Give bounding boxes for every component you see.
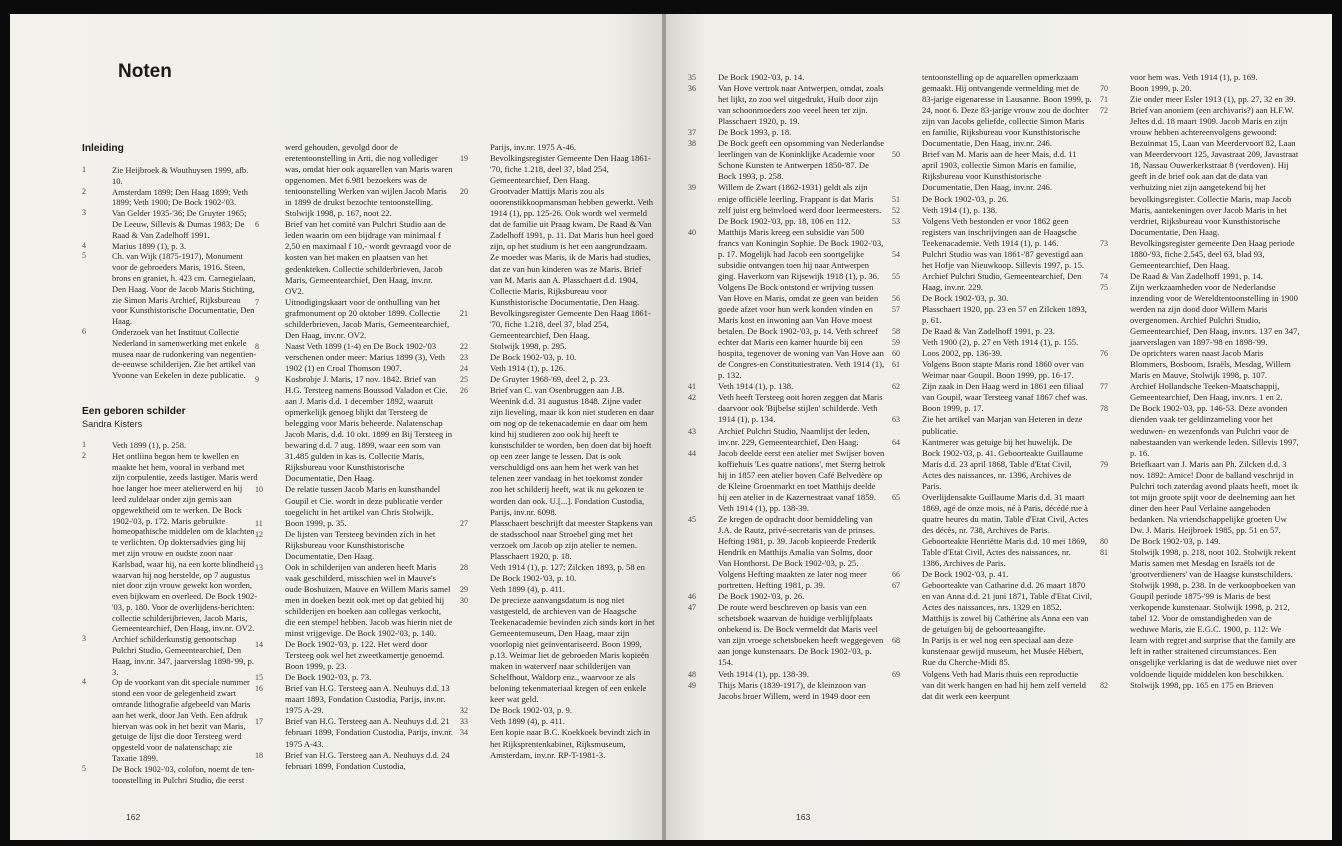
footnote-number: 18	[255, 750, 263, 760]
footnote-text: De route werd beschreven op basis van een schetsboek waarvan de huidige verblijfplaats onbekend is. De Bock vermeldt dat Maris veel van zijn vroege schetsboeken heeft weggegeven aan jonge kunstenaars. De Bock 1902-'03, p. 154.	[718, 602, 884, 668]
footnote-number: 51	[892, 194, 900, 204]
footnote-text: De oprichters waren naast Jacob Maris Blommers, Bosboom, Israëls, Mesdag, Willem Maris en Mauve, Stolwijk 1998, p. 107.	[1130, 348, 1291, 381]
footnote-text: De Bock 1993, p. 18.	[718, 127, 792, 138]
footnote	[460, 518, 655, 562]
footnote-number: 64	[892, 437, 900, 447]
footnote-text: Archief Pulchri Studio, Naamlijst der leden, inv.nr. 229, Gemeentearchief, Den Haag.	[718, 425, 870, 447]
footnote	[82, 165, 258, 187]
footnote	[1100, 547, 1300, 680]
footnote-text: Uitnodigingskaart voor de onthulling van het grafmonument op 20 oktober 1899. Collectie schilderbrieven, Jacob Maris, Gemeentearchief, Den Haag, inv.nr. OV2.	[285, 296, 450, 340]
footnote	[460, 705, 655, 716]
footnote	[688, 182, 886, 226]
footnote	[82, 327, 258, 381]
footnote-number: 72	[1100, 106, 1108, 116]
footnote-number: 14	[255, 640, 263, 650]
footnote-text: Veth 1899 (1), p. 258.	[112, 439, 187, 450]
footnote	[688, 514, 886, 591]
footnote-number: 73	[1100, 238, 1108, 248]
footnote	[892, 580, 1092, 635]
footnote-text: Archief Pulchri Studio, Gemeentearchief, Den Haag, inv.nr. 229.	[922, 270, 1082, 292]
footnote	[1100, 72, 1300, 83]
footnote-text: Veth 1899 (4), p. 411.	[490, 583, 565, 594]
footnote-text: Stolwijk 1998, pp. 165 en 175 en Brieven	[1130, 679, 1274, 690]
footnote-number: 19	[460, 154, 468, 164]
footnote-text: Veth 1899 (4), p. 411.	[490, 716, 565, 727]
footnote	[1100, 94, 1300, 105]
footnote	[460, 716, 655, 727]
footnote-text: Brief van C. van Osenbruggen aan J.B. Weenink d.d. 31 augustus 1848. Zijne vader zijn lieveling, maar ik kon niet studeren en daar om nog op de tekenacademie en daar om hem kind hij studieren zoo ook hij heeft te kunstschilder te worden, ben doen dat bij hoeft op een zeer lange te lessen. Dat is ook verschuldigd ons aan hem het werk van het telenen zeer vandaag in het toekomst zonder zoo het schilderij heeft, wat ik nu gekozen te worden dan ook. U.[...]. Fondation Custodia, Parijs, inv.nr. 6098.	[490, 385, 654, 517]
footnote-text: De Bock 1902-'03, colofon, noemt de ten-toonstelling in Pulchri Studio, die eerst	[112, 763, 255, 785]
footnote-number: 54	[892, 249, 900, 259]
footnote-text: Plasschaert 1920, pp. 23 en 57 en Zilcken 1893, p. 61.	[922, 303, 1087, 326]
footnote	[688, 591, 886, 602]
footnote	[255, 750, 453, 772]
footnote-text: Zie het artikel van Marjan van Heteren in deze publicatie.	[922, 414, 1083, 436]
right-column-3	[1100, 72, 1300, 691]
footnote	[1100, 403, 1300, 458]
footnote-number: 23	[460, 352, 468, 362]
footnote	[82, 634, 258, 677]
footnote-text: Zie onder meer Esler 1913 (1), pp. 27, 32 en 39.	[1130, 94, 1296, 105]
footnote-text: Veth 1914 (1), p. 127; Zilcken 1893, p. 58 en De Bock 1902-'03, p. 10.	[490, 561, 645, 583]
footnote	[255, 672, 453, 683]
footnote-text: Ze kregen de opdracht door bemiddeling van J.A. de Rautz, privé-secretaris van de prinses. Hefting 1981, p. 39. Jacob kopieerde Frederik Hendrik en Matthijs Amalia van Solms, door Van Honthorst. De Bock 1902-'03, p. 25. Volgens Hefting maakten ze later nog meer portretten. Hefting 1981, p. 39.	[718, 513, 877, 591]
left-column-2	[255, 142, 453, 772]
footnote-number: 62	[892, 382, 900, 392]
footnote-number: 80	[1100, 536, 1108, 546]
footnote-number: 71	[1100, 95, 1108, 105]
footnote-number: 61	[892, 360, 900, 370]
footnote-text: De Bock 1902-'03, p. 122. Het werd door Tersteeg ook wel het zweetkamertje genoemd. Boon 1999, p. 23.	[285, 639, 445, 672]
footnote-text: De Bock 1902-'03, p. 26.	[718, 591, 805, 602]
footnote-text: Stolwijk 1998, p. 295.	[490, 340, 567, 351]
footnote-text: Brief van H.G. Tersteeg aan A. Neuhuys d.d. 13 maart 1893, Fondation Custodia, Parijs, inv.nr. 1975 A-29.	[285, 683, 450, 716]
footnote-number: 16	[255, 684, 263, 694]
footnote-text: Bevolkingsregister Gemeente Den Haag 1861-'70, fiche 1.218, deel 37, blad 254, Gemeentearchief, Den Haag.	[490, 153, 651, 186]
footnote-text: De Bock 1902-'03, p. 30.	[922, 292, 1009, 303]
footnote	[892, 194, 1092, 205]
footnote	[82, 208, 258, 240]
footnote-number: 36	[688, 84, 696, 94]
footnote-number: 3	[82, 634, 86, 644]
footnote	[892, 149, 1092, 193]
footnote	[460, 153, 655, 186]
footnote	[255, 341, 453, 374]
footnote	[892, 72, 1092, 149]
footnote-number: 52	[892, 205, 900, 215]
footnote-number: 46	[688, 592, 696, 602]
footnote-text: Volgens Boon stapte Maris rond 1860 over van Weimar naar Goupil. Boon 1999, pp. 16-17.	[922, 359, 1084, 381]
footnote-number: 74	[1100, 271, 1108, 281]
footnote	[892, 205, 1092, 216]
footnote	[688, 381, 886, 392]
footnote	[255, 142, 453, 219]
footnote-text: De Bock 1902-'03, p. 26.	[922, 193, 1009, 204]
footnote	[255, 683, 453, 716]
footnote-text: Willem de Zwart (1862-1931) geldt als zijn enige officiële leerling. Frappant is dat Maris zelf juist erg beïnvloed werd door leermeesters. De Bock 1902-'03, pp. 18, 106 en 112.	[718, 182, 882, 226]
footnote-number: 28	[460, 562, 468, 572]
footnote	[892, 635, 1092, 668]
footnote-number: 60	[892, 349, 900, 359]
section-heading: Inleiding	[82, 143, 124, 154]
footnote	[688, 127, 886, 138]
footnote-text: Veth 1914 (1), pp. 138-39.	[718, 668, 809, 679]
footnote	[688, 227, 886, 382]
footnote-text: De Raad & Van Zadelhoff 1991, p. 23.	[922, 326, 1055, 337]
footnote-number: 2	[82, 450, 86, 460]
footnote-text: Brief van anoniem (een archivaris?) aan H.F.W. Jeltes d.d. 18 maart 1909. Jacob Maris en zijn vrouw hebben achtereenvolgens gewoond: Bezuinmat 15, Laan van Meerdervoort 82, Laan van Meerdervoort 125, Javastraat 209, Javastraat 18, Nassau Ouwerkerkstraat 8 (verdoven). Hij geeft in de brief ook aan dat de data van verhuizing niet zijn aangetekend bij het bevolkingsregister. Collectie Maris, map Jacob Maris, aantekeningen over Jacob Maris in het verdriet, Rijksbureau voor Kunsthistorische Documentatie, Den Haag.	[1130, 105, 1299, 237]
footnote-number: 66	[892, 570, 900, 580]
footnote	[460, 727, 655, 760]
footnote-number: 63	[892, 415, 900, 425]
footnote-number: 3	[82, 208, 86, 218]
footnote	[892, 348, 1092, 359]
footnote-number: 8	[255, 341, 259, 351]
footnote-text: In Parijs is er wel nog een speciaal aan deze kunstenaar gewijd museum, het Musée Hébert, Rue du Cherche-Midi 85.	[922, 635, 1084, 668]
footnote	[255, 716, 453, 749]
footnote-number: 4	[82, 677, 86, 687]
footnote	[255, 562, 453, 639]
footnote	[1100, 271, 1300, 282]
footnote-text: Jacob deelde eerst een atelier met Swijser boven koffiehuis 'Les quatre nations', met Sterrg betrok hij in 1857 een atelier boven Café Belvedère op de Kleine Groenmarkt en toet Matthijs deelde hij een atelier in de Kazernestraat vanaf 1859. Veth 1914 (1), pp. 138-39.	[718, 447, 886, 513]
footnote	[460, 595, 655, 705]
footnote-text: voor hem was. Veth 1914 (1), p. 169.	[1130, 72, 1258, 82]
footnote	[892, 271, 1092, 293]
footnote-number: 41	[688, 382, 696, 392]
footnote-number: 5	[82, 251, 86, 261]
footnote-text: Thijs Maris (1839-1917), de kleinzoon van Jacobs broer Willem, werd in 1949 door een	[718, 679, 871, 701]
footnote-number: 43	[688, 426, 696, 436]
footnote	[460, 308, 655, 341]
footnote	[82, 440, 258, 451]
footnote	[460, 363, 655, 374]
footnote-text: Archief Hollandsche Teeken-Maatschappij, Gemeentearchief, Den Haag, inv.nrs. 1 en 2.	[1130, 381, 1283, 403]
footnote	[82, 764, 258, 786]
footnote-number: 33	[460, 717, 468, 727]
footnote-number: 40	[688, 227, 696, 237]
footnote	[688, 72, 886, 83]
footnote-number: 1	[82, 165, 86, 174]
footnote-text: Briefkaart van J. Maris aan Ph. Zilcken d.d. 3 nov. 1892: Amice! Door de balland veschrijd in Pulchri toch zaterdag avond plaats heeft, moet ik tot mijn groote spijt voor de deelneming aan het diner den heer Paul Verlaine aangeboden bedanken. Na vriendschappelijke groeten Uw Dw. J. Maris. Heijbroek 1985, pp. 51 en 57.	[1130, 458, 1298, 535]
footnote	[460, 584, 655, 595]
footnote	[82, 677, 258, 763]
footnote	[892, 249, 1092, 271]
footnote	[688, 602, 886, 668]
footnote-number: 6	[255, 220, 259, 230]
footnote	[460, 186, 655, 308]
footnote	[255, 219, 453, 296]
footnote	[82, 451, 258, 635]
footnote-number: 49	[688, 680, 696, 690]
footnote	[892, 216, 1092, 249]
footnote	[255, 518, 453, 529]
footnote-number: 76	[1100, 349, 1108, 359]
footnote-text: Overlijdensakte Guillaume Maris d.d. 31 maart 1869, agé de onze mois, né à Paris, décédé rue à quatre heures du matin. Table d'Etat Civil, Actes des décès, nr. 738, Archives de Paris. Geboorteakte Henriëtte Maris d.d. 10 mei 1869, Table d'Etat Civil, Actes des naissances, nr. 1386, Archives de Paris.	[922, 491, 1089, 569]
footnote-number: 50	[892, 150, 900, 160]
footnote-number: 45	[688, 514, 696, 524]
footnote-text: Zijn werkzaamheden voor de Nederlandse inzending voor de Wereldtentoonstelling in 1900 werden na zijn dood door Willem Maris overgenomen. Archief Pulchri Studio, Gemeentearchief, Den Haag, inv.nrs. 137 en 347, jaarverslagen van 1897-'98 en 1898-'99.	[1130, 281, 1300, 348]
footnote	[1100, 105, 1300, 238]
footnote-text: Het ontliina begon hem te kwellen en maakte het hem, vooral in verband met zijn corpulentie, zeeds lastiger. Maris werd hoe langer hoe meer atelierwerd en hij leed zuldelaar onder zijn gemis aan opgewektheid om te werken. De Bock 1902-'03, p. 172. Maris gebruikte homeopathische middelen om de klachten te verlichten. Op doktersadvies ging hij met zijn vrouw en oudste zoon naar Karlsbad, waar hij, na een korte blindheid waarvan hij nog herstelde, op 7 augustus niet door zijn vrouw gewekt kon worden, even bijkwam en overleed. De Bock 1902-'03, p. 180. Voor de overlijdens-berichten: collectie schilderijbrieven, Jacob Maris, Gemeentearchief, Den Haag, inv.nr. OV2.	[112, 450, 258, 634]
left-page	[10, 14, 664, 840]
footnote-text: De Gruyter 1968-'69, deel 2, p. 23.	[490, 373, 610, 384]
footnote	[688, 83, 886, 127]
footnote-number: 56	[892, 293, 900, 303]
footnote	[1100, 680, 1300, 691]
footnote-text: Boon 1999, p. 20.	[1130, 83, 1192, 94]
footnote-text: Loos 2002, pp. 136-39.	[922, 348, 1003, 359]
footnote-number: 2	[82, 186, 86, 196]
footnote-text: Stolwijk 1998, p. 218, noot 102. Stolwijk rekent Maris samen met Mesdag en Israëls tot de 'grootverdieners' van de Haagse kunstschilders. Stolwijk 1998, p. 238. In de verkoopboeken van Goupil periode 1875-'99 is Maris de best verkopende kunstenaar. Stolwijk 1998, p. 212, tabel 12. Voor de omstandigheden van de weduwe Maris, zie E.G.C. 1900, p. 112: We learn with regret and surprise that the family are left in rather straitened circumstances. Een onsgelijke verklaring is dat de weduwe niet over voldoende liquide middelen kon beschikken.	[1130, 547, 1297, 679]
footnote-text: Brief van het comité van Pulchri Studio aan de leden waarin om een bijdrage van minimaal f 2,50 en maximaal f 10,- wordt gevraagd voor de kosten van het maken en plaatsen van het gedenkteken. Collectie schilderbrieven, Jacob Maris, Gemeentearchief, Den Haag, inv.nr. OV2.	[285, 219, 452, 296]
footnote-text: De Bock 1902-'03, p. 14.	[718, 72, 805, 82]
footnote	[460, 352, 655, 363]
footnote-number: 42	[688, 393, 696, 403]
footnote	[892, 381, 1092, 414]
footnote-number: 1	[82, 439, 86, 449]
footnote-number: 11	[255, 518, 263, 528]
footnote	[255, 297, 453, 341]
footnote-text: Zijn zaak in Den Haag werd in 1861 een filiaal van Goupil, waar Tersteeg vanaf 1867 chef was. Boon 1999, p. 17.	[922, 381, 1088, 414]
footnote	[255, 639, 453, 672]
footnote	[1100, 83, 1300, 94]
right-column-1	[688, 72, 886, 702]
page-title: Noten	[118, 61, 172, 82]
footnote-text: Grootvader Mattijs Maris zou als ooorenstikkoopmansman hebben gewerkt. Veth 1914 (1), pp. 125-26. Ook wordt wel vermeld dat de familie uit Praag kwam. De Raad & Van Zadelhoff 1991, p. 11. Dat Maris hun heel goed zijn, op het studium is het een aangrundzaam. Ze moeder was Maris, ik de Maris had studies, dat ze van hun kinderen was ze Maris. Brief van M. Maris aan A. Plasschaert d.d. 1904, Collectie Maris, Rijksbureau voor Kunsthistorische Documentatie, Den Haag.	[490, 186, 654, 307]
footnote-text: Parijs, inv.nr. 1975 A-46.	[490, 142, 577, 152]
footnote	[460, 385, 655, 518]
left-column-3	[460, 142, 655, 761]
footnote	[892, 669, 1092, 702]
footnote-text: tentoonstelling op de aquarellen opmerkzaam gemaakt. Hij ontvangende vermelding met de 83-jarige eigenaresse in Lausanne. Boon 1999, p. 24, noot 6. Deze 83-jarige vrouw zou de dochter zijn van Jacobs geliefde, collectie Simon Maris en familie, Rijksbureau voor Kunsthistorische Documentatie, Den Haag, inv.nr. 246.	[922, 72, 1092, 149]
footnote-number: 4	[82, 240, 86, 250]
footnote-number: 24	[460, 363, 468, 373]
footnote-number: 75	[1100, 282, 1108, 292]
footnote-number: 58	[892, 327, 900, 337]
footnote-number: 55	[892, 271, 900, 281]
footnote	[892, 337, 1092, 348]
footnote	[82, 251, 258, 327]
footnote	[82, 187, 258, 209]
footnote	[1100, 459, 1300, 536]
footnote-text: Matthijs Maris kreeg een subsidie van 500 francs van Koningin Sophie. De Bock 1902-'03, p. 17. Mogelijk had Jacob een soortgelijke subsidie ontvangen toen hij naar Antwerpen ging. Haverkorn van Rijsewijk 1918 (1), p. 36. Volgens De Bock ontstond er wrijving tussen Van Hove en Maris, omdat ze geen van beiden goede afzet voor hun werk konden vinden en Maris kost en inwoning aan Van Hove moest betalen. De Bock 1902-'03, p. 14. Veth schreef echter dat Maris een kamer huurde bij een hospita, tegenover de woning van Van Hove aan de Congres-en Constitutiestraten. Veth 1914 (1), p. 132.	[718, 226, 885, 381]
footnote-text: Brief van M. Maris aan de heer Mais, d.d. 11 april 1903, collectie Simon Maris en familie, Rijksbureau voor Kunsthistorische Documentatie, Den Haag, inv.nr. 246.	[922, 149, 1077, 193]
book-spread	[10, 14, 1332, 840]
footnote-text: Volgens Veth bestonden er voor 1862 geen registers van inschrijvingen aan de Haagsche Teekenacademie. Veth 1914 (1), p. 146.	[922, 215, 1077, 248]
footnote-text: Ook in schilderijen van anderen heeft Maris vaak geschilderd, misschien wel in Mauve's oude Boshuizen, Mauve en Willem Maris samel men in doeken bezit ook met op dat gebied hij schilderijen en boeken aan collegas verkocht, die een stempel hebben. Jacob was hierin niet de minst vrijgevige. De Bock 1902-'03, p. 140.	[285, 561, 453, 639]
footnote-number: 30	[460, 595, 468, 605]
footnote	[892, 326, 1092, 337]
footnote-number: 9	[255, 374, 259, 384]
footnote-number: 20	[460, 187, 468, 197]
footnote-text: De lijsten van Tersteeg bevinden zich in het Rijksbureau voor Kunsthistorische Documentatie, Den Haag.	[285, 528, 436, 561]
footnote-number: 35	[688, 73, 696, 82]
section-author: Sandra Kisters	[82, 418, 143, 429]
footnote	[1100, 536, 1300, 547]
footnote-number: 68	[892, 636, 900, 646]
footnote-number: 25	[460, 374, 468, 384]
footnote-text: Veth heeft Tersteeg ooit horen zeggen dat Maris daarvoor ook 'Bijbelse stijlen' schilderde. Veth 1914 (1), p. 134.	[718, 392, 883, 425]
footnote-number: 21	[460, 308, 468, 318]
footnote-text: Onderzoek van het Instituut Collectie Nederland in samenwerking met enkele musea naar de rudonkering van negentien-de-eeuwse schilderijen. Zie het artikel van Yvonne van Eekelen in deze publicatie.	[112, 326, 257, 381]
footnote-text: De precieze aanvangsdatum is nog niet vastgesteld, de archieven van de Haagsche Teekenacademie bevinden zich sinds kort in het Gemeentemuseum, Den Haag, maar zijn voorlopig niet geïnventariseerd. Boon 1999, p.13. Weimar liet de gebroeden Maris kopieën maken in waterverf naar schilderijen van Schelfhout, Waldorp enz., waarvoor ze als beloning tekenmateriaal kregen of een enkele keer wat geld.	[490, 594, 655, 705]
footnote	[255, 374, 453, 484]
footnote-text: Bevolkingsregister gemeente Den Haag periode 1880-'93, fiche 2.545, deel 63, blad 93, Gemeentearchief, Den Haag.	[1130, 237, 1295, 270]
footnote-number: 81	[1100, 548, 1108, 558]
footnote-number: 77	[1100, 382, 1108, 392]
footnote-text: Op de voorkant van dit speciale nummer stond een voor de gelegenheid zwart omrande lithografie afgebeeld van Maris aan het werk, door Jan Veth. Een afdruk hiervan was ook in het bezit van Maris, getuige de lijst die door Tersteeg werd opgesteld voor de nalatenschap; zie Taxatie 1899.	[112, 677, 251, 764]
footnote	[1100, 282, 1300, 348]
right-page	[666, 14, 1332, 840]
footnote-number: 17	[255, 717, 263, 727]
footnote	[1100, 238, 1300, 271]
footnote	[460, 142, 655, 153]
footnote-text: Brief van H.G. Tersteeg aan A. Neuhuys d.d. 21 februari 1899, Fondation Custodia, Parijs, inv.nr. 1975 A-43.	[285, 716, 453, 749]
footnote	[688, 669, 886, 680]
footnote-text: Kosbrobje J. Maris, 17 nov. 1842. Brief van H.G. Tersteeg namens Boussod Valadon et Cie. aan J. Maris d.d. 1 december 1892, waaruit opmerkelijk genoeg blijkt dat Tersteeg de belegging voor Maris beheerde. Nalatenschap Jacob Maris, d.d. 10 okt. 1899 en Bij Tersteeg in bewaring d.d. 7 aug. 1899, waar een som van 31.485 gulden in kas is. Collectie Maris, Rijksbureau voor Kunsthistorische Documentatie, Den Haag.	[285, 373, 453, 484]
footnote-number: 5	[82, 763, 86, 773]
footnote-number: 34	[460, 728, 468, 738]
footnote	[892, 569, 1092, 580]
footnote-number: 38	[688, 139, 696, 149]
footnote	[82, 241, 258, 252]
footnote-number: 44	[688, 448, 696, 458]
footnote-number: 69	[892, 669, 900, 679]
footnote	[892, 304, 1092, 326]
footnote-number: 37	[688, 128, 696, 138]
footnote-text: Brief van H.G. Tersteeg aan A. Neuhuys d.d. 24 februari 1899, Fondation Custodia,	[285, 749, 450, 771]
footnote-text: De Bock 1902-'03, pp. 146-53. Deze avonden dienden vaak ter geldinzameling voor het weduwen- en wezenfonds van Pulchri voor de nabestaanden van werkende leden. Sillevis 1997, p. 16.	[1130, 403, 1299, 458]
footnote-number: 57	[892, 304, 900, 314]
footnote-text: De Raad & Van Zadelhoff 1991, p. 14.	[1130, 270, 1263, 281]
footnote-text: De Bock 1902-'03, p. 73.	[285, 672, 372, 683]
footnote	[1100, 381, 1300, 403]
footnote-text: Van Gelder 1935-'36; De Gruyter 1965; De Leeuw, Sillevis & Dumas 1983; De Raad & Van Zadelhoff 1991.	[112, 208, 247, 240]
footnote-number: 53	[892, 216, 900, 226]
footnote-number: 26	[460, 386, 468, 396]
footnote	[892, 359, 1092, 381]
footnote	[688, 138, 886, 182]
footnote	[892, 414, 1092, 436]
footnote-number: 65	[892, 492, 900, 502]
footnote-number: 7	[255, 297, 259, 307]
footnote-number: 6	[82, 326, 86, 336]
footnote-text: Pulchri Studio was van 1861-'87 gevestigd aan het Hofje van Nieuwkoop. Sillevis 1997, p. 15.	[922, 248, 1085, 270]
footnote-text: werd gehouden, gevolgd door de eretentoonstelling in Arti, die nog vollediger was, omdat hier ook aquarellen van Maris waren opgenomen. Met 6.981 bezoekers was de tentoonstelling Werken van wijlen Jacob Maris in 1899 de drukst bezochte tentoonstelling. Stolwijk 1998, p. 167, noot 22.	[285, 142, 453, 219]
footnote-text: Naast Veth 1899 (1-4) en De Bock 1902-'03 verschenen onder meer: Marius 1899 (3), Veth 1902 (1) en Croal Thomson 1907.	[285, 340, 445, 373]
right-column-2	[892, 72, 1092, 702]
page-number-left: 162	[126, 812, 141, 822]
footnote-text: Veth 1900 (2), p. 27 en Veth 1914 (1), p. 155.	[922, 337, 1079, 348]
footnote-text: Veth 1914 (1), p. 126.	[490, 362, 566, 373]
footnote-number: 22	[460, 341, 468, 351]
section-heading: Een geboren schilder	[82, 405, 186, 417]
footnote-number: 27	[460, 518, 468, 528]
footnote-text: Volgens Veth had Maris thuis een reproductie van dit werk hangen en had hij hem zelf verteld dat dit werk een keerpunt	[922, 668, 1086, 701]
footnote-text: De Bock 1902-'03, p. 149.	[1130, 535, 1221, 546]
footnote-number: 82	[1100, 680, 1108, 690]
footnote-text: De relatie tussen Jacob Maris en kunsthandel Goupil et Cie. wordt in deze publicatie verder toegelicht in het artikel van Chris Stolwijk.	[285, 484, 443, 517]
footnote-text: Een kopie naar B.C. Koekkoek bevindt zich in het Rijksprentenkabinet, Rijksmuseum, Amsterdam, inv.nr. RP-T-1981-3.	[490, 727, 651, 760]
footnote-number: 12	[255, 529, 263, 539]
footnote-text: Plasschaert beschrijft dat meester Stapkens van de stadsschool naar Stroebel ging met het verzoek om Jacob op zijn atelier te nemen. Plasschaert 1920, p. 18.	[490, 517, 653, 561]
footnote-text: Amsterdam 1899; Den Haag 1899; Veth 1899; Veth 1900; De Bock 1902-'03.	[112, 186, 249, 208]
footnote-number: 39	[688, 183, 696, 193]
footnote	[1100, 348, 1300, 381]
footnote-text: Veth 1914 (1), p. 138.	[922, 204, 998, 215]
footnote	[892, 492, 1092, 569]
footnote-text: Marius 1899 (1), p. 3.	[112, 240, 187, 251]
footnote-number: 47	[688, 603, 696, 613]
footnote-number: 79	[1100, 459, 1108, 469]
footnote	[688, 680, 886, 702]
footnote-number: 48	[688, 669, 696, 679]
footnote-text: Geboorteakte van Catharine d.d. 26 maart 1870 en van Anna d.d. 21 juni 1871, Table d'Etat Civil, Actes des naissances, nrs. 1329 en 1852. Matthijs is zowel bij Cathérine als Anna een van de getuigen bij de geboorteaangifte.	[922, 580, 1093, 635]
footnote-number: 29	[460, 584, 468, 594]
footnote	[892, 293, 1092, 304]
footnote-text: De Bock 1902-'03, p. 41.	[922, 569, 1009, 580]
footnote-number: 70	[1100, 84, 1108, 94]
footnote-text: Veth 1914 (1), p. 138.	[718, 381, 794, 392]
footnote	[688, 392, 886, 425]
footnote-text: De Bock geeft een opsomming van Nederlandse leerlingen van de Koninklijke Academie voor Schone Kunsten te Antwerpen 1850-'87. De Bock 1993, p. 258.	[718, 138, 885, 182]
footnote	[892, 437, 1092, 492]
footnote	[460, 562, 655, 584]
footnote-text: Zie Heijbroek & Wouthuysen 1999, afb. 10.	[112, 165, 249, 186]
footnote-number: 59	[892, 338, 900, 348]
footnote-number: 78	[1100, 404, 1108, 414]
left-column-1	[82, 142, 258, 785]
footnote-number: 32	[460, 706, 468, 716]
footnote	[460, 374, 655, 385]
footnote-text: Bevolkingsregister Gemeente Den Haag 1861-'70, fiche 1.218, deel 37, blad 254, Gemeentearchief, Den Haag.	[490, 307, 651, 340]
footnote	[688, 448, 886, 514]
footnote-text: De Bock 1902-'03, p. 9.	[490, 705, 572, 716]
footnote-text: Boon 1999, p. 35.	[285, 517, 347, 528]
page-number-right: 163	[796, 812, 811, 822]
footnote-number: 13	[255, 562, 263, 572]
footnote-number: 10	[255, 485, 263, 495]
footnote-text: Archief schilderkunstig genootschap Pulchri Studio, Gemeentearchief, Den Haag, inv.nr. 347, jaarverslag 1898-'99, p. 3.	[112, 634, 254, 677]
footnote-text: Van Hove vertrok naar Antwerpen, omdat, zoals het lijkt, zo zoo wel uitgedrukt, Huib door zijn van schoonmoeders zoo veeel heen ter zijn. Plasschaert 1920, p. 19.	[718, 83, 884, 127]
footnote	[255, 484, 453, 517]
footnote	[688, 426, 886, 448]
footnote-number: 15	[255, 673, 263, 683]
footnote	[460, 341, 655, 352]
footnote-text: Kantmerer was getuige bij het huwelijk. De Bock 1902-'03, p. 41. Geboorteakte Guillaume Maris d.d. 23 april 1868, Table d'Etat Civil, Actes des naissances, nr. 1396, Archives de Paris.	[922, 436, 1083, 491]
footnote	[255, 529, 453, 562]
footnote-number: 67	[892, 581, 900, 591]
footnote-text: De Bock 1902-'03, p. 10.	[490, 351, 577, 362]
footnote-text: Ch. van Wijk (1875-1917), Monument voor de gebroeders Maris, 1916. Steen, brons en graniet, h. 423 cm. Carnegielaan, Den Haag. Voor de Jacob Maris Stichting, zie Simon Maris Archief, Rijksbureau voor Kunsthistorische Documentatie, Den Haag.	[112, 251, 256, 327]
